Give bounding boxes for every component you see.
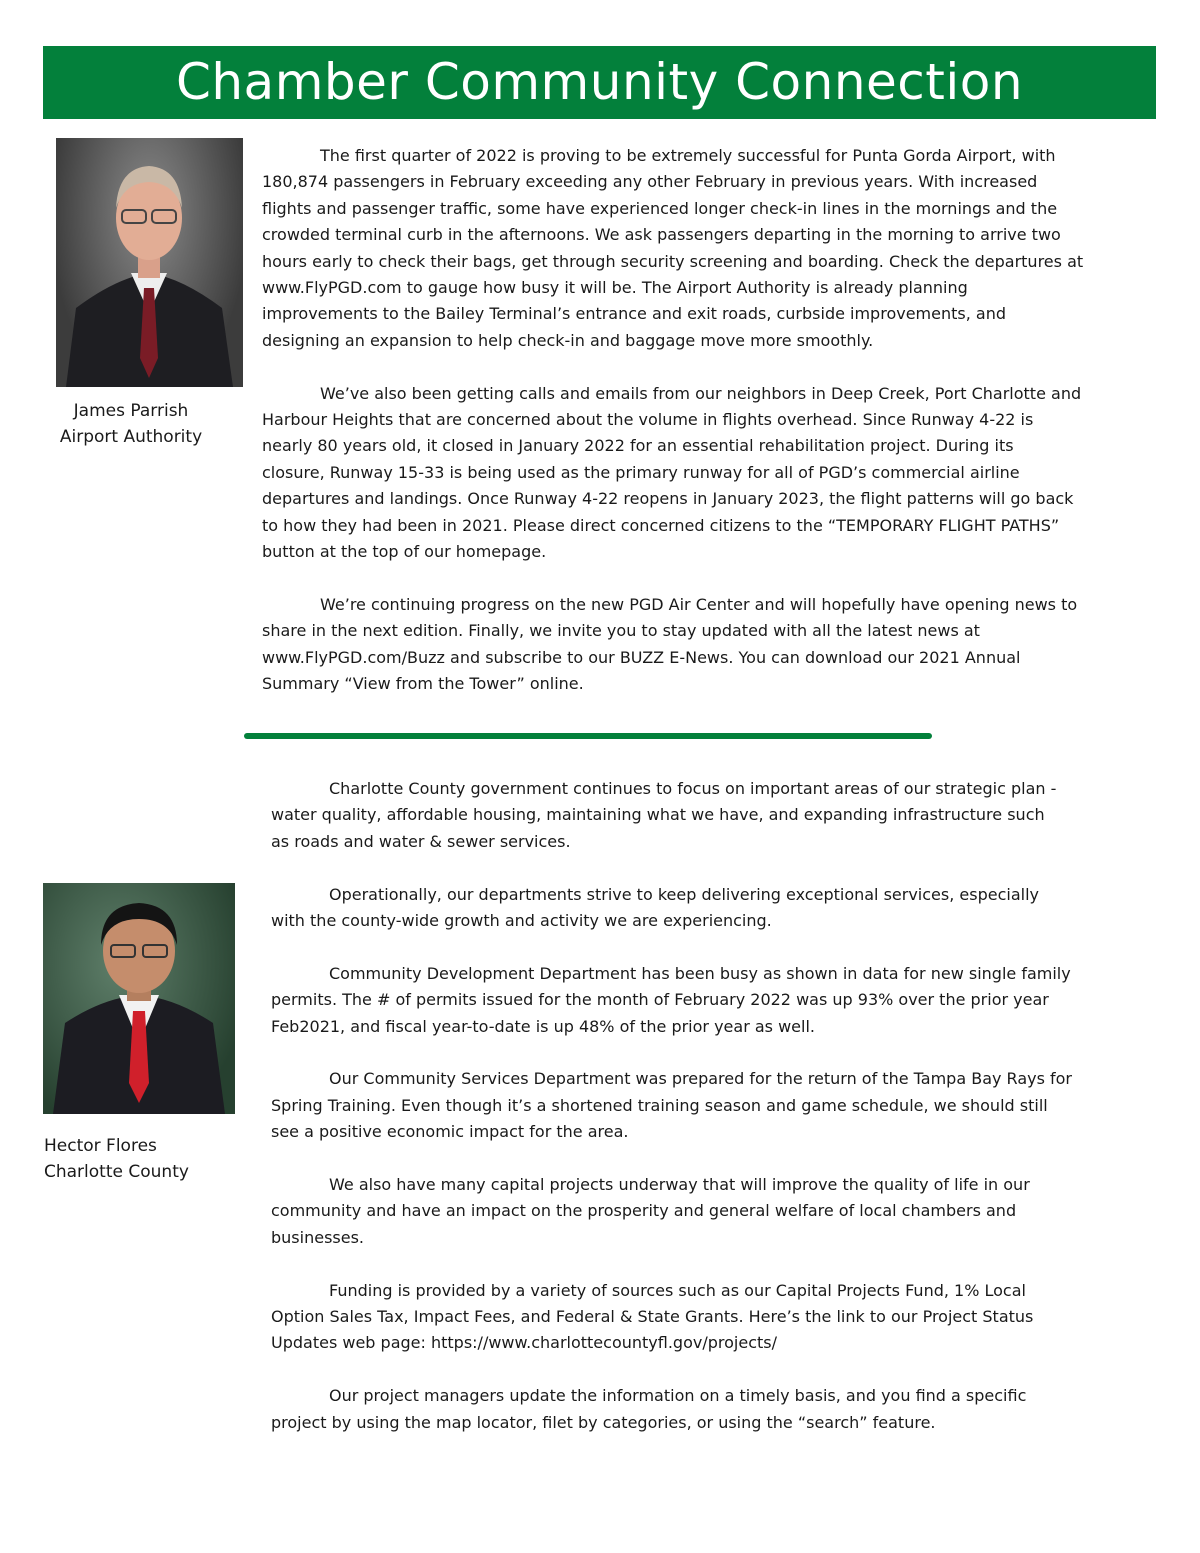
text-line: www.FlyPGD.com to gauge how busy it will be. The Airport Authority is already planning — [262, 278, 968, 298]
photo-hector-flores — [43, 883, 235, 1114]
text-line: Operationally, our departments strive to keep delivering exceptional services, especially — [329, 884, 1039, 904]
caption-james-parrish — [56, 398, 206, 451]
paragraph — [271, 1278, 1072, 1357]
text-line: Our Community Services Department was prepared for the return of the Tampa Bay Rays for — [329, 1069, 1073, 1089]
text-line: flights and passenger traffic, some have experienced longer check-in lines in the mornings and the — [262, 198, 1058, 218]
article-airport — [262, 143, 1083, 724]
text-line: Charlotte County government continues to focus on important areas of our strategic plan - — [329, 779, 1057, 798]
text-line: crowded terminal curb in the afternoons. We ask passengers departing in the morning to arrive two — [262, 225, 1061, 245]
person-org: Charlotte County — [44, 1162, 189, 1183]
paragraph — [262, 381, 1083, 566]
text-line: businesses. — [271, 1227, 364, 1247]
paragraph — [271, 882, 1072, 935]
text-line: with the county-wide growth and activity we are experiencing. — [271, 911, 772, 931]
text-line: as roads and water & sewer services. — [271, 831, 571, 851]
paragraph — [271, 1066, 1072, 1145]
text-line: share in the next edition. Finally, we invite you to stay updated with all the latest news at — [262, 621, 980, 641]
text-line: nearly 80 years old, it closed in January 2022 for an essential rehabilitation project. During its — [262, 436, 1014, 456]
text-line: We’re continuing progress on the new PGD Air Center and will hopefully have opening news to — [320, 594, 1078, 614]
text-line: community and have an impact on the prosperity and general welfare of local chambers and — [271, 1201, 1017, 1221]
person-name: James Parrish — [73, 401, 189, 421]
caption-hector-flores — [44, 1133, 189, 1186]
text-line: The first quarter of 2022 is proving to be extremely successful for Punta Gorda Airport, with — [320, 146, 1056, 165]
photo-james-parrish — [56, 138, 243, 387]
paragraph — [271, 1172, 1072, 1251]
text-line: Our project managers update the information on a timely basis, and you find a specific — [329, 1386, 1027, 1406]
text-line: designing an expansion to help check-in and baggage move more smoothly. — [262, 330, 874, 350]
paragraph — [262, 143, 1083, 354]
text-line: hours early to check their bags, get through security screening and boarding. Check the departures at — [262, 251, 1084, 271]
text-line: www.FlyPGD.com/Buzz and subscribe to our BUZZ E-News. You can download our 2021 Annual — [262, 647, 1021, 667]
text-line: Spring Training. Even though it’s a shortened training season and game schedule, we should still — [271, 1095, 1048, 1115]
person-name: Hector Flores — [44, 1136, 157, 1156]
text-line: Updates web page: https://www.charlottecountyfl.gov/projects/ — [271, 1333, 777, 1353]
text-line: 180,874 passengers in February exceeding any other February in previous years. With increased — [262, 172, 1038, 192]
text-line: improvements to the Bailey Terminal’s entrance and exit roads, curbside improvements, and — [262, 304, 1006, 324]
text-line: Feb2021, and fiscal year-to-date is up 48% of the prior year as well. — [271, 1016, 815, 1036]
text-line: Harbour Heights that are concerned about the volume in flights overhead. Since Runway 4-22 is — [262, 410, 1034, 430]
text-line: water quality, affordable housing, maintaining what we have, and expanding infrastructure such — [271, 805, 1045, 825]
section-divider — [244, 733, 932, 739]
text-line: permits. The # of permits issued for the month of February 2022 was up 93% over the prior year — [271, 990, 1049, 1010]
paragraph — [262, 592, 1083, 698]
paragraph — [271, 1383, 1072, 1436]
text-line: see a positive economic impact for the area. — [271, 1122, 629, 1142]
text-line: Funding is provided by a variety of sources such as our Capital Projects Fund, 1% Local — [329, 1280, 1026, 1300]
text-line: to how they had been in 2021. Please direct concerned citizens to the “TEMPORARY FLIGHT PATHS” — [262, 515, 1060, 535]
text-line: project by using the map locator, filet by categories, or using the “search” feature. — [271, 1412, 936, 1432]
text-line: button at the top of our homepage. — [262, 542, 547, 562]
paragraph — [271, 776, 1072, 855]
newsletter-banner — [43, 46, 1156, 119]
text-line: Community Development Department has been busy as shown in data for new single family — [329, 963, 1071, 983]
text-line: closure, Runway 15-33 is being used as the primary runway for all of PGD’s commercial airline — [262, 462, 1020, 482]
person-org: Airport Authority — [59, 427, 203, 448]
text-line: departures and landings. Once Runway 4-22 reopens in January 2023, the flight patterns will go back — [262, 489, 1074, 509]
paragraph — [271, 961, 1072, 1040]
text-line: We also have many capital projects underway that will improve the quality of life in our — [329, 1175, 1030, 1195]
page-title: Chamber Community Connection — [175, 53, 1024, 111]
article-county — [271, 776, 1072, 1462]
text-line: We’ve also been getting calls and emails from our neighbors in Deep Creek, Port Charlotte and — [320, 383, 1082, 403]
text-line: Summary “View from the Tower” online. — [262, 674, 584, 694]
text-line: Option Sales Tax, Impact Fees, and Federal & State Grants. Here’s the link to our Project Status — [271, 1307, 1034, 1327]
